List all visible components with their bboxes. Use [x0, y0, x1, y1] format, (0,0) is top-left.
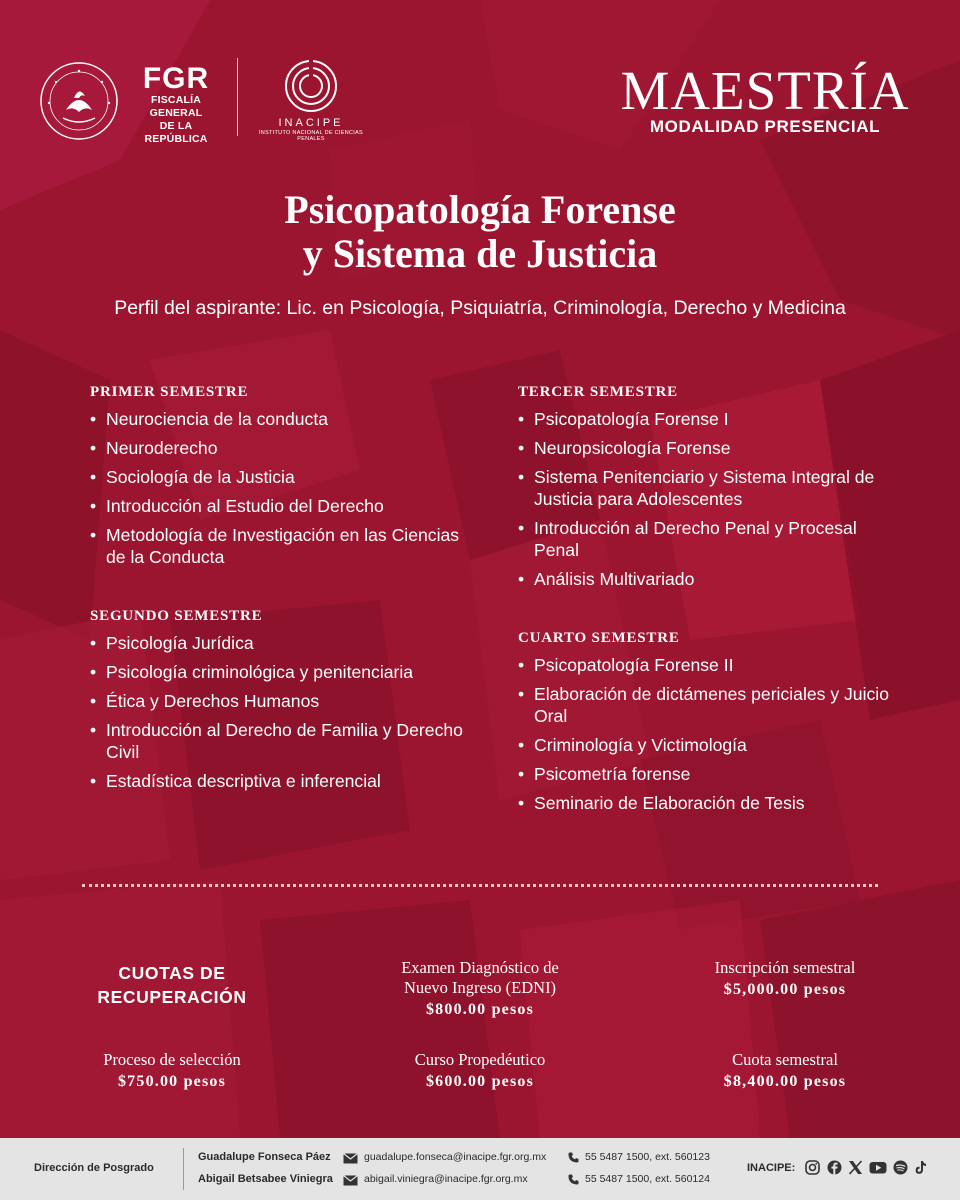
course-item: • Psicología criminológica y penitenciaria — [90, 661, 470, 683]
fee-label: Proceso de selección — [103, 1050, 241, 1069]
social-label: INACIPE: — [747, 1162, 796, 1174]
fee-amount — [665, 1070, 905, 1094]
course-item: • Introducción al Derecho de Familia y Derecho Civil — [90, 719, 470, 763]
inacipe-logo-icon — [283, 58, 339, 114]
fee-value: $600.00 — [425, 1073, 487, 1090]
fgr-line-2: DE LA REPÚBLICA — [144, 120, 208, 145]
footer-divider — [183, 1148, 184, 1190]
course-item: • Análisis Multivariado — [518, 568, 898, 590]
contact-phone[interactable]: 55 5487 1500, ext. 560124 — [585, 1173, 710, 1185]
course-item: • Neuropsicología Forense — [518, 437, 898, 459]
fee-label: Nuevo Ingreso (EDNI) — [403, 978, 557, 997]
course-item: • Criminología y Victimología — [518, 734, 898, 756]
course-item: • Sistema Penitenciario y Sistema Integral de Justicia para Adolescentes — [518, 466, 898, 510]
course-list — [518, 654, 898, 814]
contact-email[interactable]: abigail.viniegra@inacipe.fgr.org.mx — [364, 1173, 528, 1185]
fgr-line-1: FISCALÍA GENERAL — [149, 94, 203, 119]
fgr-acronym: FGR — [142, 62, 210, 95]
course-item: • Elaboración de dictámenes periciales y Juicio Oral — [518, 683, 898, 727]
mexico-seal-icon — [38, 60, 120, 142]
course-item: • Psicometría forense — [518, 763, 898, 785]
fee-value: $800.00 — [425, 1001, 487, 1018]
semester-heading: SEGUNDO SEMESTRE — [90, 608, 263, 624]
course-list — [90, 408, 470, 568]
semester-heading: CUARTO SEMESTRE — [518, 630, 680, 646]
fee-unit: pesos — [491, 1073, 535, 1090]
semester-2 — [90, 606, 470, 799]
fee-amount — [665, 978, 905, 1002]
fee-amount — [360, 998, 600, 1022]
spotify-icon[interactable] — [893, 1160, 908, 1175]
fee-label: Examen Diagnóstico de — [401, 958, 559, 977]
course-item: • Estadística descriptiva e inferencial — [90, 770, 470, 792]
fee-value: $8,400.00 — [723, 1073, 799, 1090]
department-label: Dirección de Posgrado — [34, 1162, 154, 1174]
course-item: • Ética y Derechos Humanos — [90, 690, 470, 712]
header-divider — [237, 58, 238, 136]
course-item: • Introducción al Estudio del Derecho — [90, 495, 470, 517]
fgr-logo — [128, 64, 224, 146]
footer — [0, 1138, 960, 1200]
fee-unit: pesos — [803, 1073, 847, 1090]
fee-amount — [52, 1070, 292, 1094]
fee-seleccion — [52, 1050, 292, 1094]
course-item: • Psicopatología Forense II — [518, 654, 898, 676]
contact-name: Abigail Betsabee Viniegra — [198, 1173, 333, 1185]
course-item: • Neurociencia de la conducta — [90, 408, 470, 430]
course-list — [90, 632, 470, 792]
course-item: • Neuroderecho — [90, 437, 470, 459]
fee-unit: pesos — [183, 1073, 227, 1090]
fee-label: Curso Propedéutico — [414, 1050, 546, 1069]
fee-propedeutico — [360, 1050, 600, 1094]
fees-title-line-2: RECUPERACIÓN — [97, 987, 247, 1007]
modality: MODALIDAD PRESENCIAL — [649, 117, 881, 136]
phone-icon — [568, 1152, 579, 1163]
applicant-profile: Perfil del aspirante: Lic. en Psicología, Psiquiatría, Criminología, Derecho y Medicina — [114, 297, 846, 319]
semester-heading: PRIMER SEMESTRE — [90, 384, 249, 400]
fee-inscripcion — [665, 958, 905, 1002]
course-item: • Psicopatología Forense I — [518, 408, 898, 430]
contact-email[interactable]: guadalupe.fonseca@inacipe.fgr.org.mx — [364, 1151, 547, 1163]
fees-title-line-1: CUOTAS DE — [118, 963, 226, 983]
inacipe-name: INACIPE — [278, 117, 344, 129]
contact-phone[interactable]: 55 5487 1500, ext. 560123 — [585, 1151, 710, 1163]
program-type: MAESTRÍA — [620, 60, 910, 121]
program-title — [120, 188, 840, 276]
program-title-line-1: Psicopatología Forense — [284, 187, 676, 232]
course-item: • Seminario de Elaboración de Tesis — [518, 792, 898, 814]
youtube-icon[interactable] — [869, 1160, 887, 1175]
section-divider — [82, 884, 878, 887]
contact-name: Guadalupe Fonseca Páez — [198, 1151, 331, 1163]
mail-icon — [343, 1175, 358, 1186]
course-list — [518, 408, 898, 590]
fee-value: $750.00 — [117, 1073, 179, 1090]
course-item: • Metodología de Investigación en las Ciencias de la Conducta — [90, 524, 470, 568]
instagram-icon[interactable] — [805, 1160, 820, 1175]
semester-heading: TERCER SEMESTRE — [518, 384, 678, 400]
program-title-line-2: y Sistema de Justicia — [302, 231, 658, 276]
mail-icon — [343, 1153, 358, 1164]
semester-3 — [518, 382, 898, 597]
semester-1 — [90, 382, 470, 575]
semester-4 — [518, 628, 898, 821]
fees-title — [72, 961, 272, 1009]
inacipe-subtitle: INSTITUTO NACIONAL DE CIENCIAS PENALES — [258, 130, 364, 142]
fee-unit: pesos — [491, 1001, 535, 1018]
facebook-icon[interactable] — [827, 1160, 842, 1175]
fee-cuota-semestral — [665, 1050, 905, 1094]
course-item: • Introducción al Derecho Penal y Procesal Penal — [518, 517, 898, 561]
course-item: • Sociología de la Justicia — [90, 466, 470, 488]
course-item: • Psicología Jurídica — [90, 632, 470, 654]
tiktok-icon[interactable] — [913, 1160, 928, 1175]
fee-label: Inscripción semestral — [714, 958, 856, 977]
fee-value: $5,000.00 — [723, 981, 799, 998]
fee-unit: pesos — [803, 981, 847, 998]
fee-label: Cuota semestral — [732, 1050, 838, 1069]
fee-edni — [360, 958, 600, 1022]
x-icon[interactable] — [848, 1160, 863, 1175]
phone-icon — [568, 1174, 579, 1185]
fee-amount — [360, 1070, 600, 1094]
